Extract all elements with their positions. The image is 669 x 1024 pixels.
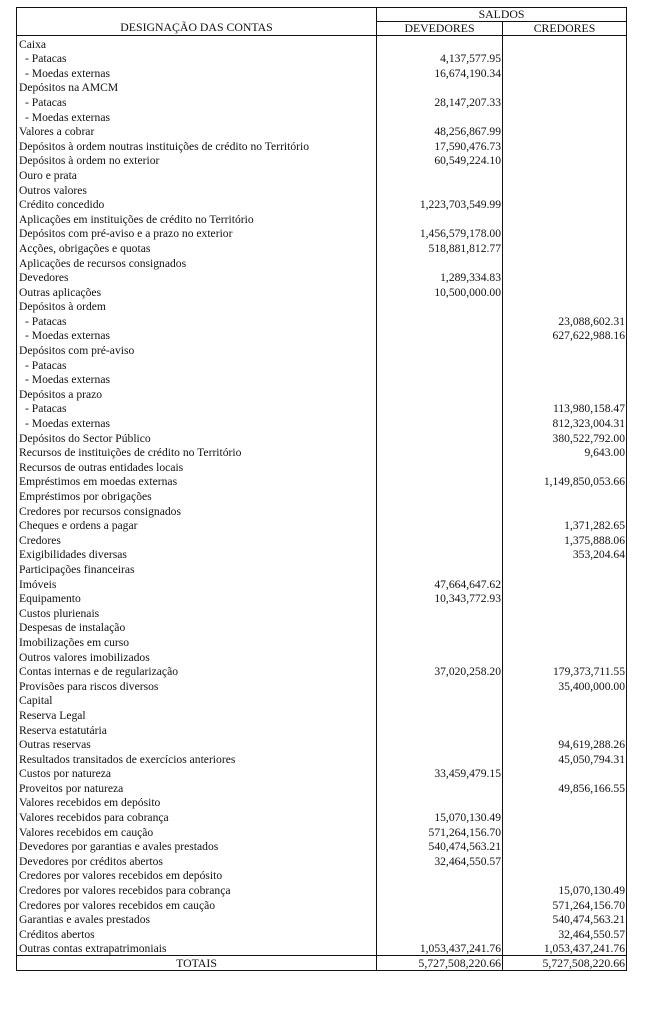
table-row [17,342,627,357]
account-name: Depósitos na AMCM [17,80,377,95]
devedores-value [377,795,503,810]
devedores-value [377,912,503,927]
table-row [17,591,627,606]
table-row [17,415,627,430]
account-name: Reserva estatutária [17,722,377,737]
devedores-value [377,503,503,518]
account-name: - Patacas [17,51,377,66]
account-name: Resultados transitados de exercícios anteriores [17,751,377,766]
account-name: Participações financeiras [17,561,377,576]
credores-value [503,240,627,255]
devedores-value [377,722,503,737]
devedores-value: 1,289,334.83 [377,270,503,285]
credores-value [503,386,627,401]
table-row [17,678,627,693]
devedores-value [377,780,503,795]
table-row [17,284,627,299]
table-row [17,445,627,460]
account-name: Imóveis [17,576,377,591]
devedores-value: 4,137,577.95 [377,51,503,66]
table-row [17,65,627,80]
credores-value: 540,474,563.21 [503,912,627,927]
account-name: Ouro e prata [17,167,377,182]
account-name: - Moedas externas [17,328,377,343]
devedores-value: 540,474,563.21 [377,839,503,854]
credores-value [503,255,627,270]
table-row [17,124,627,139]
credores-value [503,459,627,474]
credores-value [503,795,627,810]
credores-value [503,634,627,649]
account-name: Empréstimos por obrigações [17,488,377,503]
credores-value [503,284,627,299]
credores-value: 571,264,156.70 [503,897,627,912]
account-name: Depósitos com pré-aviso e a prazo no exterior [17,226,377,241]
account-name: Depósitos à ordem noutras instituições de crédito no Território [17,138,377,153]
devedores-value [377,459,503,474]
account-name: Capital [17,693,377,708]
account-name: Garantias e avales prestados [17,912,377,927]
devedores-value [377,211,503,226]
credores-value [503,591,627,606]
table-row [17,153,627,168]
table-row [17,474,627,489]
devedores-value [377,737,503,752]
account-name: - Patacas [17,401,377,416]
account-name: Equipamento [17,591,377,606]
devedores-value: 17,590,476.73 [377,138,503,153]
devedores-value: 16,674,190.34 [377,65,503,80]
credores-value [503,488,627,503]
account-name: Valores a cobrar [17,124,377,139]
devedores-value: 1,053,437,241.76 [377,941,503,956]
account-name: Outras reservas [17,737,377,752]
credores-value [503,109,627,124]
table-row [17,941,627,956]
credores-value: 1,053,437,241.76 [503,941,627,956]
devedores-value [377,751,503,766]
devedores-value [377,372,503,387]
table-row [17,51,627,66]
credores-value: 23,088,602.31 [503,313,627,328]
devedores-value [377,707,503,722]
devedores-value [377,634,503,649]
devedores-value [377,299,503,314]
table-row [17,620,627,635]
devedores-value: 47,664,647.62 [377,576,503,591]
credores-value [503,65,627,80]
table-row [17,459,627,474]
credores-value [503,649,627,664]
devedores-value [377,620,503,635]
account-name: Valores recebidos em depósito [17,795,377,810]
devedores-value [377,109,503,124]
devedores-value: 32,464,550.57 [377,853,503,868]
credores-value [503,722,627,737]
account-name: - Patacas [17,357,377,372]
devedores-value [377,357,503,372]
account-name: Credores por recursos consignados [17,503,377,518]
account-name: - Patacas [17,94,377,109]
credores-value [503,51,627,66]
account-name: Devedores [17,270,377,285]
account-name: Proveitos por natureza [17,780,377,795]
credores-value [503,299,627,314]
account-name: Imobilizações em curso [17,634,377,649]
credores-value: 1,375,888.06 [503,532,627,547]
devedores-value: 571,264,156.70 [377,824,503,839]
table-row [17,664,627,679]
table-row [17,299,627,314]
credores-value: 179,373,711.55 [503,664,627,679]
devedores-value [377,649,503,664]
devedores-value [377,678,503,693]
credores-value: 1,371,282.65 [503,518,627,533]
table-row [17,824,627,839]
table-row [17,547,627,562]
account-name: Caixa [17,36,377,51]
account-name: Depósitos do Sector Público [17,430,377,445]
account-name: Aplicações em instituições de crédito no Território [17,211,377,226]
account-name: Outros valores imobilizados [17,649,377,664]
totals-label: TOTAIS [17,956,377,971]
account-name: Empréstimos em moedas externas [17,474,377,489]
credores-value [503,153,627,168]
table-row [17,868,627,883]
devedores-value [377,882,503,897]
credores-value [503,124,627,139]
devedores-value [377,80,503,95]
table-row [17,503,627,518]
devedores-value [377,518,503,533]
account-name: - Moedas externas [17,372,377,387]
account-name: Depósitos a prazo [17,386,377,401]
credores-value [503,605,627,620]
devedores-value [377,605,503,620]
credores-value [503,693,627,708]
account-name: Valores recebidos para cobrança [17,809,377,824]
credores-value [503,839,627,854]
table-row [17,926,627,941]
account-name: Contas internas e de regularização [17,664,377,679]
table-row [17,576,627,591]
credores-value: 94,619,288.26 [503,737,627,752]
table-row [17,372,627,387]
table-row [17,795,627,810]
account-rows [17,36,627,956]
credores-value: 812,323,004.31 [503,415,627,430]
credores-value [503,868,627,883]
table-row [17,518,627,533]
credores-value: 32,464,550.57 [503,926,627,941]
credores-value [503,138,627,153]
devedores-value: 10,500,000.00 [377,284,503,299]
credores-value [503,576,627,591]
table-row [17,912,627,927]
devedores-value [377,313,503,328]
devedores-value: 1,223,703,549.99 [377,197,503,212]
devedores-value [377,445,503,460]
devedores-value: 33,459,479.15 [377,766,503,781]
devedores-value: 10,343,772.93 [377,591,503,606]
devedores-value [377,547,503,562]
credores-value [503,226,627,241]
table-row [17,182,627,197]
credores-value: 35,400,000.00 [503,678,627,693]
account-name: Devedores por créditos abertos [17,853,377,868]
credores-value [503,182,627,197]
account-name: Acções, obrigações e quotas [17,240,377,255]
account-name: Depósitos à ordem no exterior [17,153,377,168]
devedores-value [377,342,503,357]
account-name: - Moedas externas [17,415,377,430]
accounts-table [16,7,627,971]
devedores-value [377,401,503,416]
credores-value: 380,522,792.00 [503,430,627,445]
credores-value [503,707,627,722]
account-name: Reserva Legal [17,707,377,722]
credores-value [503,372,627,387]
devedores-value [377,532,503,547]
credores-value [503,824,627,839]
credores-value: 15,070,130.49 [503,882,627,897]
credores-value [503,211,627,226]
credores-value [503,766,627,781]
saldos-header: SALDOS [377,8,627,22]
account-name: Valores recebidos em caução [17,824,377,839]
table-row [17,226,627,241]
credores-value: 9,643.00 [503,445,627,460]
account-name: - Patacas [17,313,377,328]
devedores-value [377,328,503,343]
devedores-value [377,488,503,503]
table-row [17,211,627,226]
credores-value: 627,622,988.16 [503,328,627,343]
account-name: Credores por valores recebidos para cobrança [17,882,377,897]
devedores-value [377,430,503,445]
table-row [17,197,627,212]
credores-value [503,503,627,518]
totals-credores: 5,727,508,220.66 [503,956,627,971]
table-row [17,853,627,868]
table-row [17,634,627,649]
devedores-value: 28,147,207.33 [377,94,503,109]
account-name: Custos por natureza [17,766,377,781]
devedores-value: 1,456,579,178.00 [377,226,503,241]
credores-value: 353,204.64 [503,547,627,562]
table-row [17,80,627,95]
devedores-value: 15,070,130.49 [377,809,503,824]
devedores-value: 48,256,867.99 [377,124,503,139]
credores-value [503,809,627,824]
account-name: Créditos abertos [17,926,377,941]
table-row [17,430,627,445]
table-row [17,313,627,328]
totals-row [17,956,627,971]
credores-value [503,80,627,95]
account-name: Outras aplicações [17,284,377,299]
account-name: Aplicações de recursos consignados [17,255,377,270]
table-row [17,270,627,285]
account-name: Provisões para riscos diversos [17,678,377,693]
account-name: Depósitos à ordem [17,299,377,314]
table-row [17,722,627,737]
account-name: Outras contas extrapatrimoniais [17,941,377,956]
devedores-value [377,868,503,883]
table-row [17,138,627,153]
credores-value: 1,149,850,053.66 [503,474,627,489]
table-row [17,839,627,854]
account-name: Despesas de instalação [17,620,377,635]
table-row [17,809,627,824]
account-name: Credores [17,532,377,547]
credores-value [503,94,627,109]
account-name: - Moedas externas [17,109,377,124]
devedores-value [377,36,503,51]
table-row [17,401,627,416]
credores-value: 49,856,166.55 [503,780,627,795]
credores-value [503,36,627,51]
table-row [17,386,627,401]
devedores-value [377,474,503,489]
devedores-header: DEVEDORES [377,22,503,36]
designation-header: DESIGNAÇÃO DAS CONTAS [17,8,377,36]
table-row [17,766,627,781]
account-name: Custos plurienais [17,605,377,620]
devedores-value [377,167,503,182]
table-row [17,328,627,343]
devedores-value [377,182,503,197]
table-row [17,357,627,372]
devedores-value [377,415,503,430]
account-name: Outros valores [17,182,377,197]
table-row [17,707,627,722]
credores-value [503,197,627,212]
account-name: Recursos de outras entidades locais [17,459,377,474]
credores-value [503,342,627,357]
devedores-value: 60,549,224.10 [377,153,503,168]
table-row [17,780,627,795]
credores-value [503,357,627,372]
table-row [17,167,627,182]
devedores-value [377,693,503,708]
credores-value: 45,050,794.31 [503,751,627,766]
credores-value [503,270,627,285]
account-name: Depósitos com pré-aviso [17,342,377,357]
account-name: - Moedas externas [17,65,377,80]
account-name: Devedores por garantias e avales prestados [17,839,377,854]
devedores-value [377,926,503,941]
devedores-value [377,255,503,270]
table-row [17,94,627,109]
account-name: Recursos de instituições de crédito no Território [17,445,377,460]
table-row [17,109,627,124]
devedores-value: 518,881,812.77 [377,240,503,255]
table-row [17,751,627,766]
totals-devedores: 5,727,508,220.66 [377,956,503,971]
table-row [17,36,627,51]
table-row [17,488,627,503]
account-name: Cheques e ordens a pagar [17,518,377,533]
credores-value [503,167,627,182]
credores-value [503,561,627,576]
credores-value [503,620,627,635]
account-name: Crédito concedido [17,197,377,212]
credores-header: CREDORES [503,22,627,36]
credores-value: 113,980,158.47 [503,401,627,416]
table-row [17,882,627,897]
table-row [17,605,627,620]
account-name: Credores por valores recebidos em caução [17,897,377,912]
account-name: Credores por valores recebidos em depósito [17,868,377,883]
credores-value [503,853,627,868]
table-row [17,255,627,270]
table-row [17,532,627,547]
table-row [17,240,627,255]
devedores-value [377,386,503,401]
table-row [17,561,627,576]
table-row [17,737,627,752]
table-row [17,693,627,708]
balance-sheet [16,7,626,971]
devedores-value: 37,020,258.20 [377,664,503,679]
account-name: Exigibilidades diversas [17,547,377,562]
devedores-value [377,561,503,576]
table-row [17,897,627,912]
table-row [17,649,627,664]
devedores-value [377,897,503,912]
